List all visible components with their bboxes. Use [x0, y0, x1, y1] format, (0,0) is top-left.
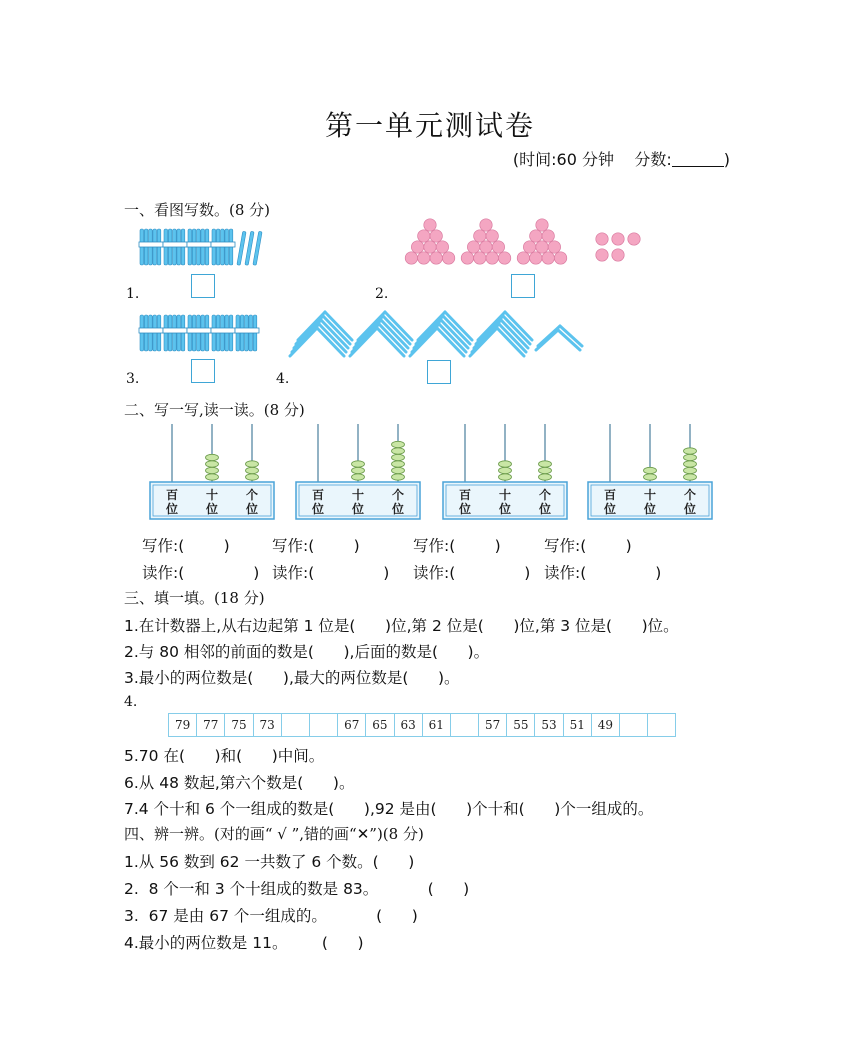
sequence-blank-cell[interactable]	[620, 714, 648, 737]
s3-q7: 7.4 个十和 6 个一组成的数是( ),92 是由( )个十和( )个一组成的。	[124, 800, 654, 818]
sequence-blank-cell[interactable]	[309, 714, 337, 737]
stick-bundle	[163, 229, 187, 265]
stick-bundle	[211, 229, 235, 265]
place-label: 位	[311, 502, 325, 516]
q3-sticks-picture	[138, 311, 268, 356]
sequence-cell: 61	[422, 714, 450, 737]
place-label: 百	[603, 488, 617, 502]
section1-heading: 一、看图写数。(8 分)	[124, 201, 271, 219]
q4-number: 4.	[276, 371, 290, 387]
stick-chevron	[470, 312, 532, 356]
time-score-line	[513, 147, 730, 170]
place-label: 位	[245, 502, 259, 516]
write-1[interactable]: 写作:( )	[142, 537, 230, 555]
stick-bundle	[211, 315, 235, 351]
stick-chevrons	[290, 312, 582, 356]
stick-bundle	[235, 315, 259, 351]
place-label: 百	[311, 488, 325, 502]
abacus-bead	[392, 448, 405, 454]
abacus-bead	[392, 474, 405, 480]
stick-chevron	[290, 312, 352, 356]
place-label: 位	[351, 502, 365, 516]
abacus	[150, 424, 274, 519]
page-title: 第一单元测试卷	[324, 109, 535, 142]
number-sequence-table	[168, 713, 676, 737]
single-stick	[538, 326, 560, 346]
stick-bundle	[139, 229, 163, 265]
place-label: 个	[245, 488, 259, 502]
stick-bundle	[139, 315, 163, 351]
abacus-bead	[246, 467, 259, 473]
single-bead	[596, 233, 608, 245]
place-label: 位	[391, 502, 405, 516]
abacus-bead	[392, 461, 405, 467]
abacus	[296, 424, 420, 519]
sequence-cell: 51	[563, 714, 591, 737]
stick-bundles	[139, 315, 259, 351]
place-label: 百	[165, 488, 179, 502]
abacus-bead	[392, 441, 405, 447]
single-bead	[596, 249, 608, 261]
abacus-bead	[206, 461, 219, 467]
q1-sticks-picture	[138, 225, 278, 270]
abacus-bead	[684, 467, 697, 473]
abacus-bead	[499, 461, 512, 467]
abacus-bead	[684, 448, 697, 454]
write-2[interactable]: 写作:( )	[272, 537, 360, 555]
sequence-blank-cell[interactable]	[648, 714, 676, 737]
single-stick	[253, 231, 262, 265]
abacus-group	[150, 424, 712, 519]
abacus-bead	[539, 467, 552, 473]
single-bead	[612, 249, 624, 261]
stick-bundles	[139, 229, 262, 265]
sequence-cell: 57	[479, 714, 507, 737]
s4-q3: 3. 67 是由 67 个一组成的。 ( )	[124, 907, 418, 925]
bead-triangles	[405, 219, 640, 264]
sequence-cell: 79	[169, 714, 197, 737]
place-label: 位	[165, 502, 179, 516]
place-label: 百	[458, 488, 472, 502]
place-label: 个	[683, 488, 697, 502]
place-label: 十	[643, 488, 657, 502]
bead-triangle	[405, 219, 455, 264]
abacus-bead	[352, 461, 365, 467]
abacus-bead	[539, 461, 552, 467]
bead-triangle	[461, 219, 511, 264]
sequence-cell: 65	[366, 714, 394, 737]
place-label: 十	[205, 488, 219, 502]
place-label: 位	[205, 502, 219, 516]
abacus	[588, 424, 712, 519]
write-3[interactable]: 写作:( )	[413, 537, 501, 555]
place-label: 十	[498, 488, 512, 502]
abacus-bead	[246, 474, 259, 480]
place-label: 个	[391, 488, 405, 502]
abacus-bead	[684, 454, 697, 460]
s3-q5: 5.70 在( )和( )中间。	[124, 747, 325, 765]
sequence-blank-cell[interactable]	[450, 714, 478, 737]
abacus-bead	[684, 474, 697, 480]
stick-chevron	[350, 312, 412, 356]
section3-heading: 三、填一填。(18 分)	[124, 589, 265, 607]
sequence-blank-cell[interactable]	[281, 714, 309, 737]
abacus	[443, 424, 567, 519]
write-4[interactable]: 写作:( )	[544, 537, 632, 555]
abacus-bead	[499, 467, 512, 473]
read-1[interactable]: 读作:( )	[142, 564, 260, 582]
place-label: 位	[538, 502, 552, 516]
s4-q1: 1.从 56 数到 62 一共数了 6 个数。( )	[124, 853, 415, 871]
score-blank[interactable]	[672, 152, 724, 167]
section2-heading: 二、写一写,读一读。(8 分)	[124, 401, 305, 419]
sequence-cell: 49	[591, 714, 619, 737]
abacus-bead	[206, 454, 219, 460]
place-label: 个	[538, 488, 552, 502]
place-label: 位	[643, 502, 657, 516]
abacus-bead	[644, 474, 657, 480]
score-label: 分数:	[634, 150, 672, 169]
q2-number: 2.	[375, 286, 389, 302]
q3-answer-box[interactable]	[191, 359, 215, 383]
sequence-row	[169, 714, 676, 737]
single-bead	[628, 233, 640, 245]
place-label: 位	[498, 502, 512, 516]
s3-q2: 2.与 80 相邻的前面的数是( ),后面的数是( )。	[124, 643, 490, 661]
read-3[interactable]: 读作:( )	[413, 564, 531, 582]
sequence-cell: 67	[338, 714, 366, 737]
q2-balls-picture	[390, 217, 660, 272]
stick-bundle	[187, 315, 211, 351]
stick-chevron	[410, 312, 472, 356]
read-2[interactable]: 读作:( )	[272, 564, 390, 582]
q2-answer-box[interactable]	[511, 274, 535, 298]
place-label: 位	[458, 502, 472, 516]
time-label: (时间:60 分钟	[512, 150, 614, 169]
single-stick	[536, 330, 558, 350]
sequence-cell: 73	[253, 714, 281, 737]
abacus-bead	[206, 474, 219, 480]
q3-number: 3.	[126, 371, 140, 387]
q1-answer-box[interactable]	[191, 274, 215, 298]
single-stick	[237, 231, 246, 265]
sequence-cell: 77	[197, 714, 225, 737]
abacus-bead	[392, 454, 405, 460]
sequence-cell: 53	[535, 714, 563, 737]
close-paren: )	[723, 150, 730, 169]
q4-chevrons-picture	[288, 302, 588, 362]
single-stick	[245, 231, 254, 265]
abacus-bead	[246, 461, 259, 467]
s3-q1: 1.在计数器上,从右边起第 1 位是( )位,第 2 位是( )位,第 3 位是( )位。	[124, 617, 679, 635]
abacus-row	[140, 420, 730, 525]
stick-bundle	[163, 315, 187, 351]
abacus-bead	[392, 467, 405, 473]
section4-heading: 四、辨一辨。(对的画“ √ ”,错的画“✕”)(8 分)	[124, 825, 424, 843]
abacus-bead	[644, 467, 657, 473]
s4-q4: 4.最小的两位数是 11。 ( )	[124, 934, 364, 952]
place-label: 位	[603, 502, 617, 516]
bead-triangle	[517, 219, 567, 264]
q4-answer-box[interactable]	[427, 360, 451, 384]
abacus-bead	[206, 467, 219, 473]
abacus-bead	[684, 461, 697, 467]
s3-q4: 4.	[124, 694, 138, 710]
abacus-bead	[352, 474, 365, 480]
abacus-bead	[499, 474, 512, 480]
sequence-cell: 63	[394, 714, 422, 737]
abacus-bead	[352, 467, 365, 473]
abacus-bead	[539, 474, 552, 480]
sequence-cell: 55	[507, 714, 535, 737]
s3-q6: 6.从 48 数起,第六个数是( )。	[124, 774, 355, 792]
s4-q2: 2. 8 个一和 3 个十组成的数是 83。 ( )	[124, 880, 470, 898]
read-4[interactable]: 读作:( )	[544, 564, 662, 582]
s3-q3: 3.最小的两位数是( ),最大的两位数是( )。	[124, 669, 460, 687]
place-label: 位	[683, 502, 697, 516]
q1-number: 1.	[126, 286, 140, 302]
place-label: 十	[351, 488, 365, 502]
sequence-cell: 75	[225, 714, 253, 737]
single-bead	[612, 233, 624, 245]
stick-bundle	[187, 229, 211, 265]
